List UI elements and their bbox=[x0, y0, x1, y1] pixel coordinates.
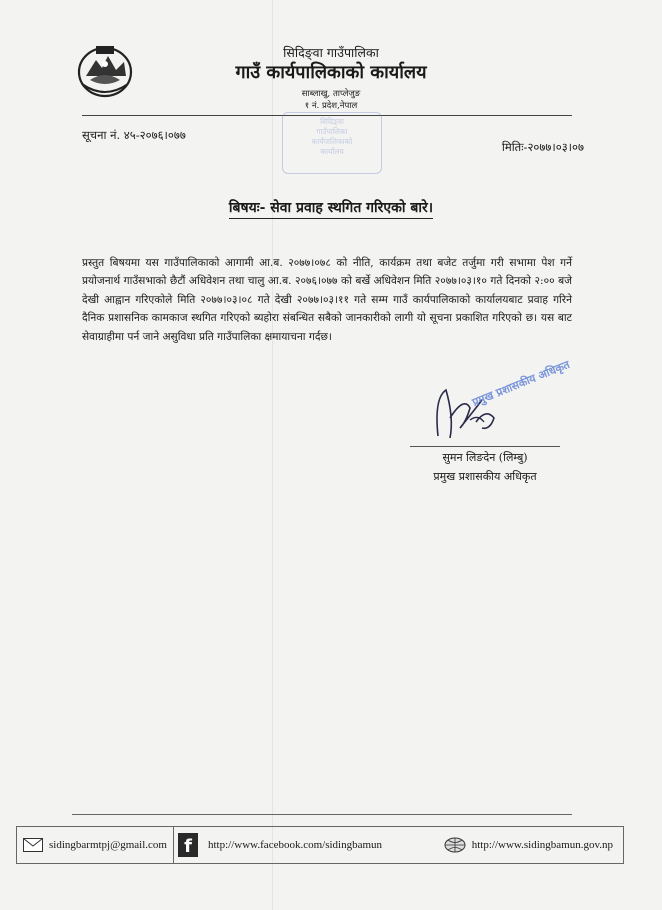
signature-stamp: प्रमुख प्रशासकीय अधिकृत bbox=[470, 357, 572, 409]
subject-text: बिषयः- सेवा प्रवाह स्थगित गरिएको बारे। bbox=[229, 200, 433, 219]
address-line-1: साब्लाखु, ताप्लेजुङ bbox=[301, 89, 361, 99]
signature-rule bbox=[410, 446, 560, 447]
stamp-line: कार्यालय bbox=[320, 147, 344, 156]
stamp-line: गाउँपालिका bbox=[316, 127, 348, 136]
notice-body: प्रस्तुत बिषयमा यस गाउँपालिकाको आगामी आ.ब. २०७७।०७८ को नीति, कार्यक्रम तथा बजेट तर्जुमा गरी सभामा पेश गर्ने प्रयोजनार्थ गाउँसभाको छैटौं अधिवेशन तथा चालु आ.ब. २०७६।०७७ को बर्खे अधिवेशन मिति २०७७।०३।१० गते दिनको २:०० बजे देखी आह्वान गरिएकोले मिति २०७७।०३।०८ गते देखी २०७७।०३।११ गते सम्म गाउँ कार्यपालिकाको कार्यालयबाट प्रवाह गरिने दैनिक प्रशासनिक कामकाज स्थगित गरिएको ब्यहोरा संबन्धित सबैको जानकारीको लागी यो सूचना प्रकाशित गरिएको छ। यस बाट सेवाग्राहीमा पर्न जाने असुविधा प्रति गाउँपालिका क्षमायाचना गर्दछ। bbox=[82, 257, 572, 343]
mail-icon bbox=[23, 838, 43, 852]
website-link[interactable]: http://www.sidingbamun.gov.np bbox=[471, 839, 613, 851]
office-stamp bbox=[282, 112, 382, 174]
footer-facebook-cell bbox=[173, 827, 434, 863]
contact-footer bbox=[16, 826, 624, 864]
footer-rule bbox=[72, 814, 572, 815]
footer-email-cell bbox=[17, 827, 173, 863]
facebook-icon: f bbox=[178, 833, 198, 857]
globe-icon bbox=[444, 837, 466, 853]
facebook-link[interactable]: http://www.facebook.com/sidingbamun bbox=[208, 839, 383, 851]
stamp-line: कार्यपालिकाको bbox=[311, 137, 353, 146]
signatory-title: प्रमुख प्रशासकीय अधिकृत bbox=[433, 470, 537, 483]
signatory-name: सुमन लिङदेन (लिम्बु) bbox=[442, 451, 528, 464]
org-name: सिदिङ्वा गाउँपालिका bbox=[283, 45, 379, 60]
stamp-line: सिदिङ्वा bbox=[320, 117, 344, 126]
address-line-2: १ नं. प्रदेश,नेपाल bbox=[304, 101, 358, 111]
email-link[interactable]: sidingbarmtpj@gmail.com bbox=[49, 839, 167, 851]
footer-website-cell bbox=[434, 827, 623, 863]
paper-fold bbox=[272, 0, 273, 910]
subject-heading bbox=[0, 198, 662, 217]
office-name: गाउँ कार्यपालिकाको कार्यालय bbox=[235, 62, 427, 83]
notice-date: मितिः-२०७७।०३।०७ bbox=[501, 140, 584, 154]
reference-number: सूचना नं. ४५-२०७६।०७७ bbox=[82, 128, 186, 142]
